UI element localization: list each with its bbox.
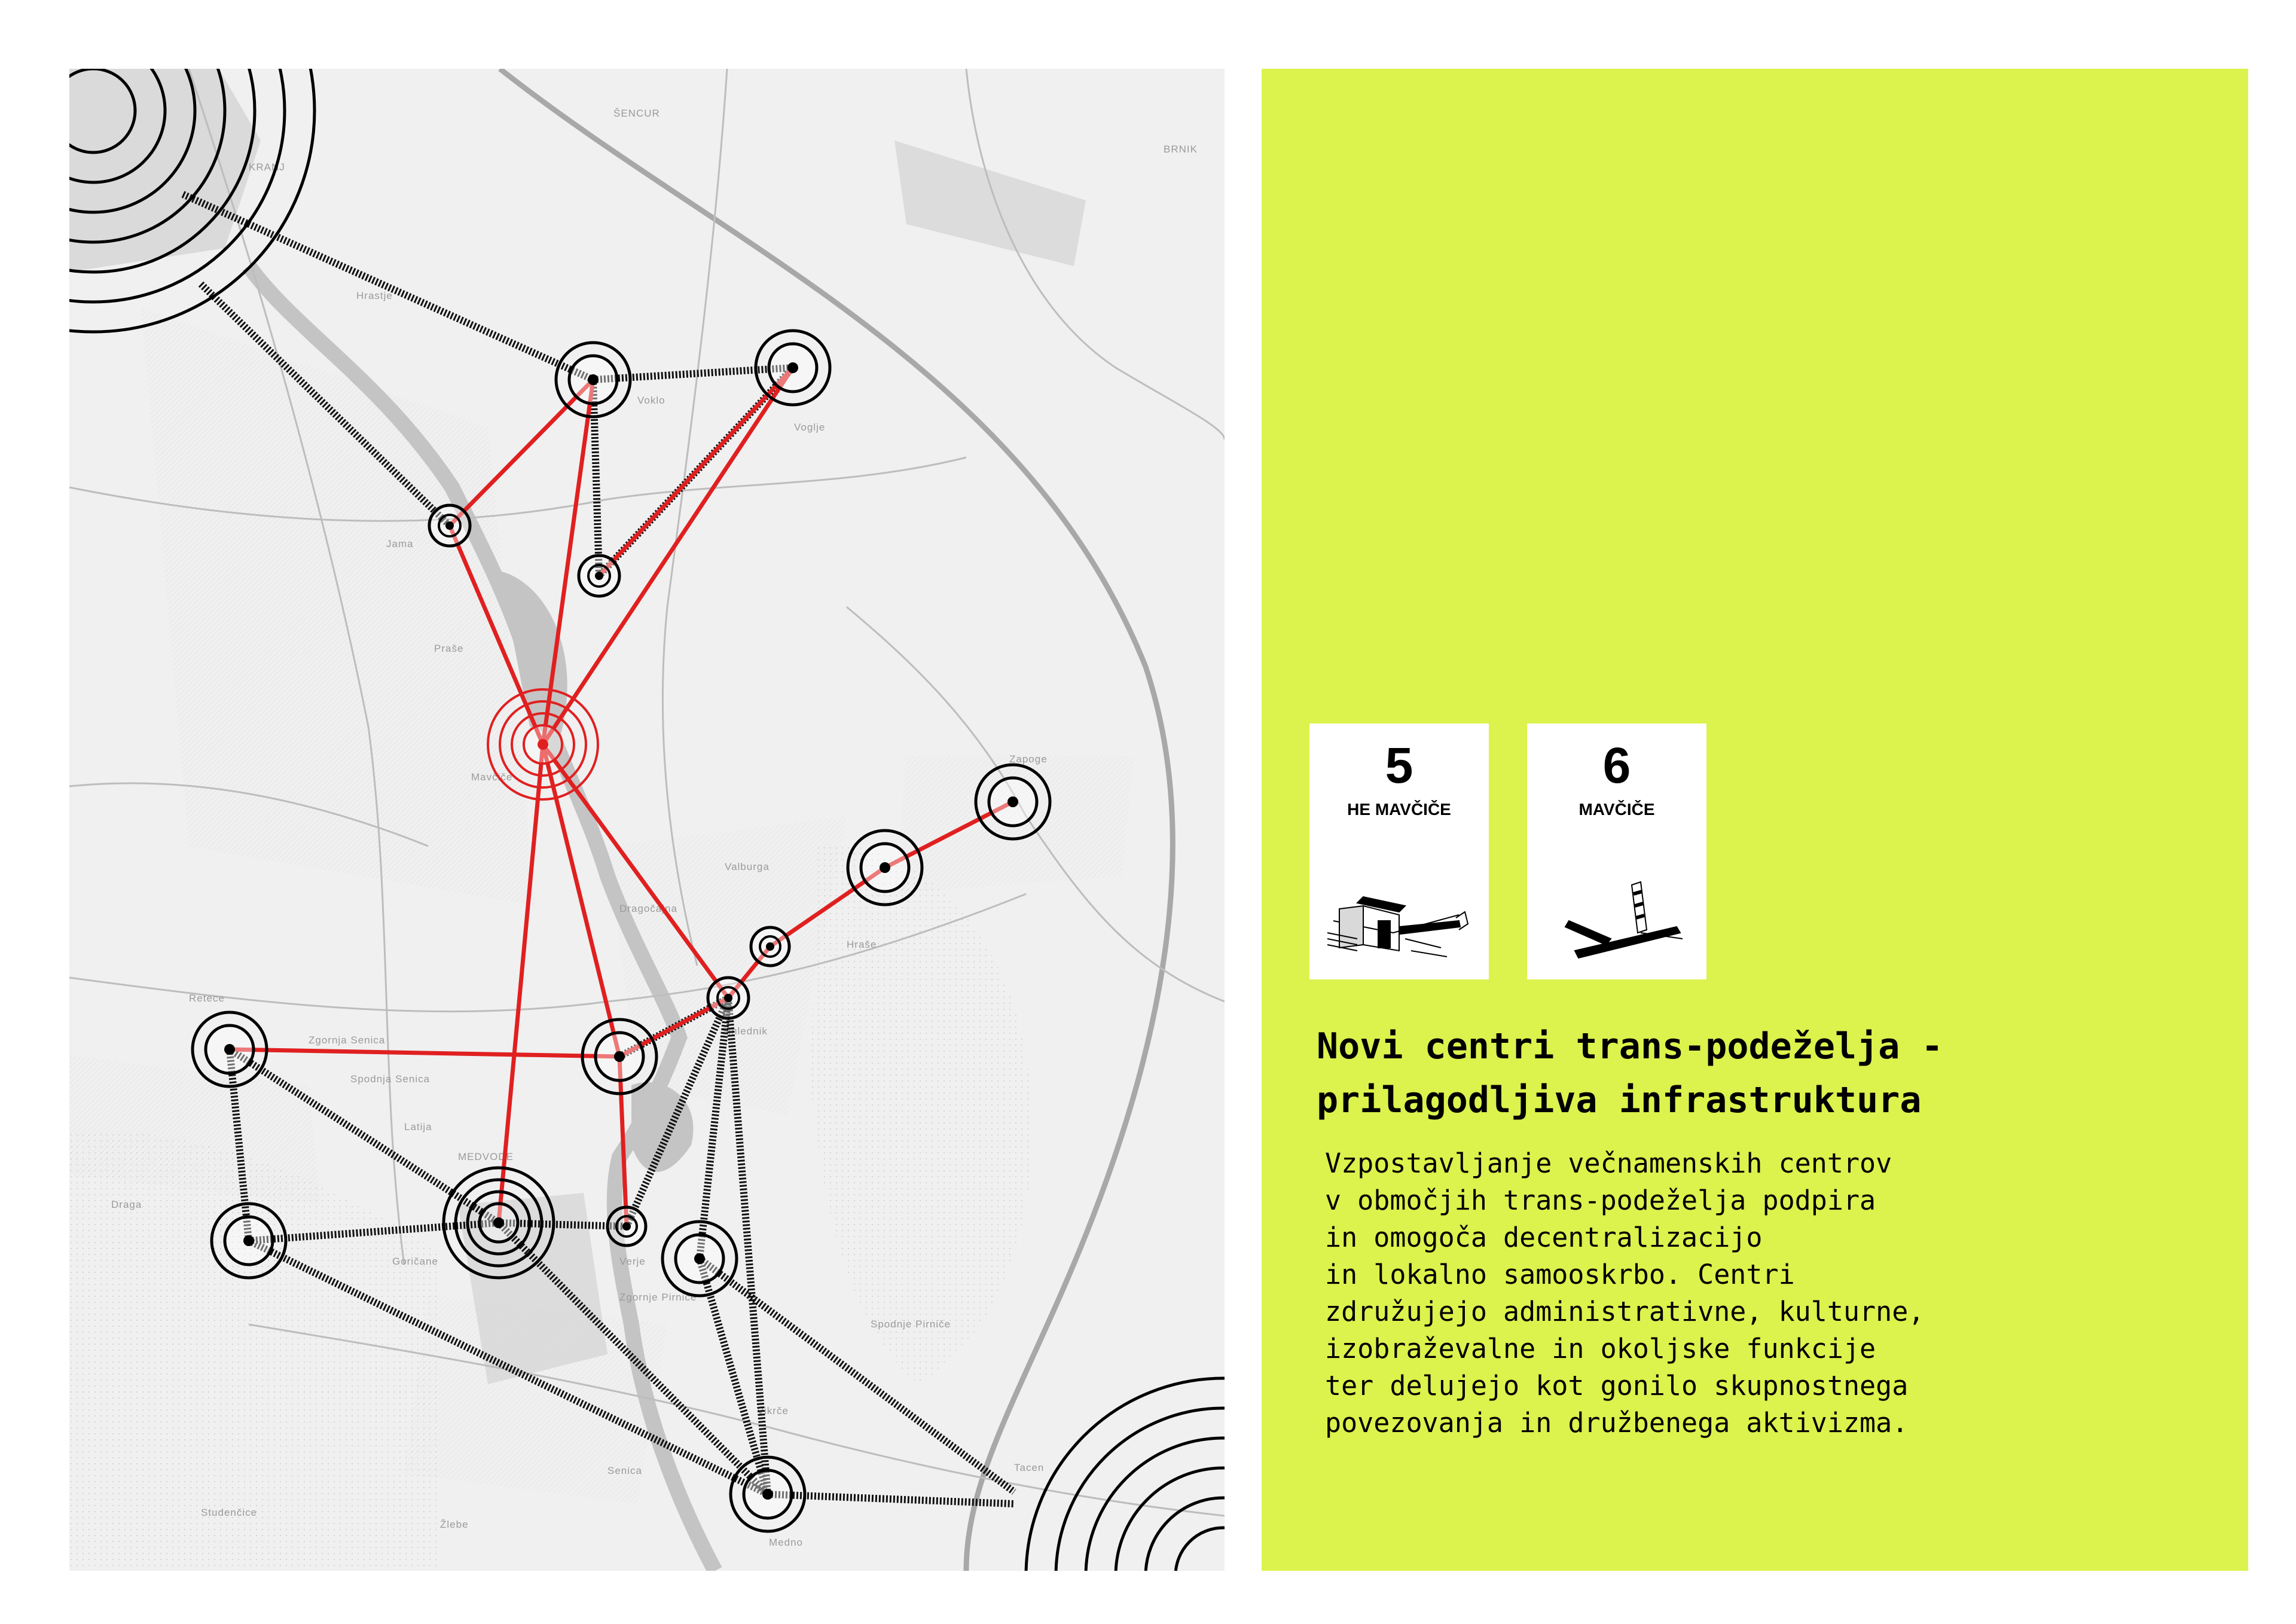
centre-node[interactable] xyxy=(708,978,749,1018)
site-card-number: 5 xyxy=(1385,737,1413,793)
place-label: MEDVODE xyxy=(458,1151,514,1162)
info-panel xyxy=(1262,69,2248,1571)
place-label: Senica xyxy=(607,1465,642,1476)
map-canvas xyxy=(69,69,1225,1571)
place-label: Zgornja Senica xyxy=(309,1034,386,1046)
network-map[interactable] xyxy=(69,69,1225,1571)
place-label: Spodnje Pirniče xyxy=(871,1318,951,1330)
place-label: Verje xyxy=(619,1256,646,1267)
place-label: Mavčiče xyxy=(471,771,513,783)
place-label: ŠENCUR xyxy=(613,108,660,119)
section-heading: Novi centri trans-podeželja - prilagodljiva infrastruktura xyxy=(1317,1025,1943,1121)
place-label: Praše xyxy=(434,643,464,654)
place-label: Medno xyxy=(769,1537,803,1548)
place-label: Retece xyxy=(189,993,225,1004)
place-label: Spodnja Senica xyxy=(350,1073,430,1085)
centre-node[interactable] xyxy=(429,505,470,546)
place-label: Hrastje xyxy=(356,290,393,301)
site-card-he-mavcice[interactable] xyxy=(1309,724,1489,979)
place-label: Hraše xyxy=(847,939,877,950)
bridge-structure-sketch-icon xyxy=(1539,849,1694,969)
place-label: BRNIK xyxy=(1164,144,1198,155)
place-label: Voklo xyxy=(637,395,665,406)
site-card-label: MAVČIČE xyxy=(1578,800,1655,819)
place-label: Smlednik xyxy=(721,1025,768,1037)
place-label: Dragočajna xyxy=(619,903,677,914)
place-label: Zgornje Pirniče xyxy=(619,1292,697,1303)
site-card-number: 6 xyxy=(1602,737,1631,793)
place-label: Dragа xyxy=(111,1199,142,1210)
centre-node[interactable] xyxy=(607,1207,646,1246)
place-label: Studenčice xyxy=(201,1507,258,1518)
place-label: Žlebe xyxy=(440,1519,469,1530)
place-label: Vikrče xyxy=(757,1405,789,1417)
hydropower-plant-sketch-icon xyxy=(1321,849,1477,969)
site-card-mavcice[interactable] xyxy=(1527,724,1706,979)
place-label: Goričane xyxy=(392,1256,438,1267)
map-base-layer xyxy=(69,69,1225,1571)
site-card-label: HE MAVČIČE xyxy=(1347,800,1451,819)
centre-node[interactable] xyxy=(751,927,789,966)
section-description: Vzpostavljanje večnamenskih centrov v območjih trans-podeželja podpira in omogoča decentralizacijo in lokalno samooskrbo. Centri združujejo administrativne, kulturne, izobraževalne in okoljske funkcije ter delujejo kot gonilo skupnostnega povezovanja in družbenega aktivizma. xyxy=(1325,1147,1925,1439)
place-label: Latija xyxy=(404,1121,432,1132)
place-label: Jama xyxy=(386,538,414,550)
place-label: Tacen xyxy=(1014,1462,1045,1473)
place-label: Valburga xyxy=(725,861,770,872)
place-label: KRANJ xyxy=(249,161,285,173)
place-label: Voglje xyxy=(794,422,826,433)
place-label: Zapoge xyxy=(1009,753,1048,765)
centre-node[interactable] xyxy=(579,555,619,596)
